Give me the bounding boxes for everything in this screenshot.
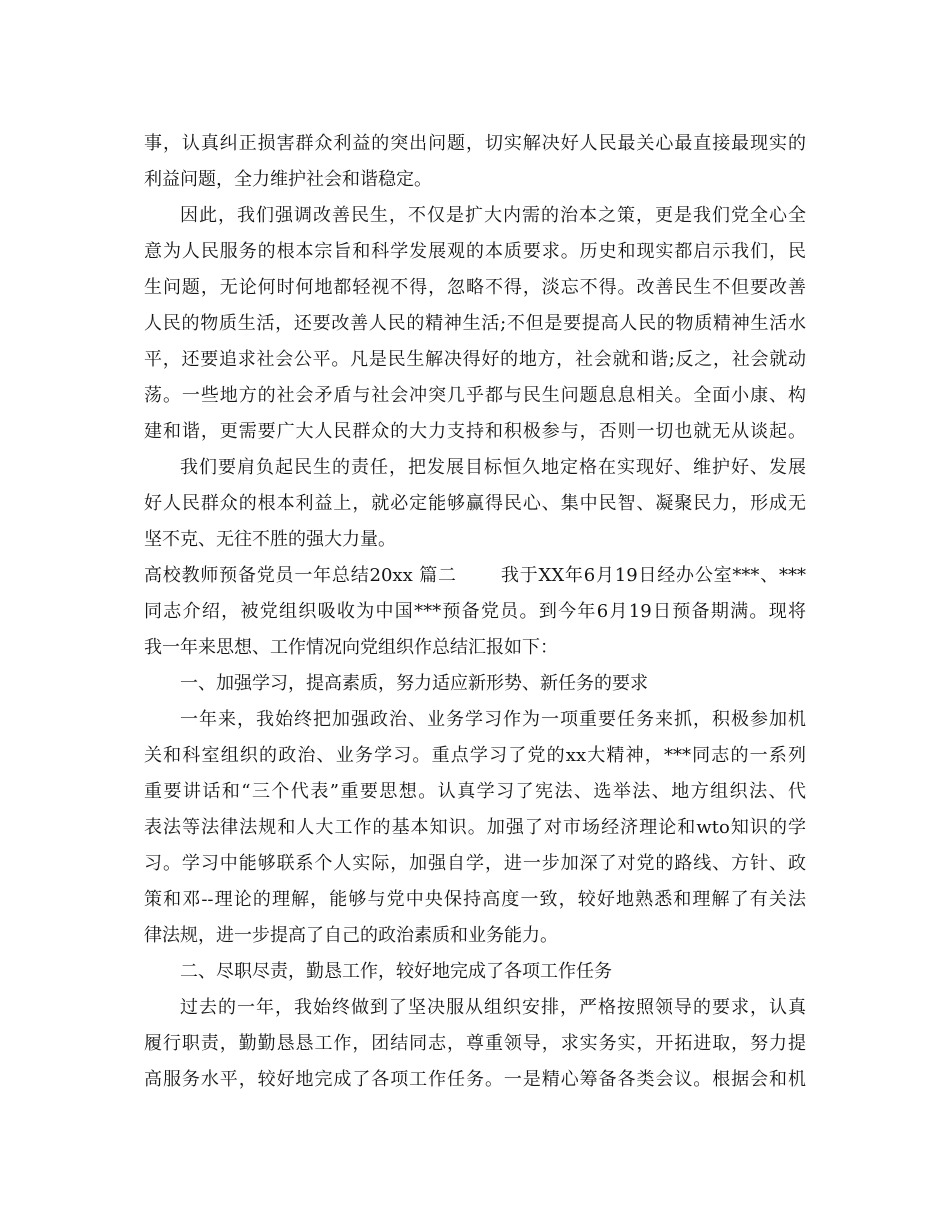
text-line: 平，还要追求社会公平。凡是民生解决得好的地方，社会就和谐;反之，社会就动	[144, 349, 806, 370]
text-line: 我一年来思想、工作情况向党组织作总结汇报如下：	[144, 637, 558, 658]
text-line: 同志介绍，被党组织吸收为中国***预备党员。到今年6月19日预备期满。现将	[144, 601, 806, 622]
text-line: 事，认真纠正损害群众利益的突出问题，切实解决好人民最关心最直接最现实的	[144, 133, 806, 154]
text-line: 荡。一些地方的社会矛盾与社会冲突几乎都与民生问题息息相关。全面小康、构	[144, 385, 806, 406]
text-line: 律法规，进一步提高了自己的政治素质和业务能力。	[144, 925, 558, 946]
section-title-line: 高校教师预备党员一年总结20xx 篇二 我于XX年6月19日经办公室***、***	[144, 565, 806, 586]
paragraph-start-line: 过去的一年，我始终做到了坚决服从组织安排，严格按照领导的要求，认真	[180, 997, 806, 1018]
text-line: 习。学习中能够联系个人实际，加强自学，进一步加深了对党的路线、方针、政	[144, 853, 806, 874]
text-line: 生问题，无论何时何地都轻视不得，忽略不得，淡忘不得。改善民生不但要改善	[144, 277, 806, 298]
paragraph-start-line: 一年来，我始终把加强政治、业务学习作为一项重要任务来抓，积极参加机	[180, 709, 806, 730]
text-line: 人民的物质生活，还要改善人民的精神生活;不但是要提高人民的物质精神生活水	[144, 313, 806, 334]
text-line: 利益问题，全力维护社会和谐稳定。	[144, 169, 432, 190]
text-line: 表法等法律法规和人大工作的基本知识。加强了对市场经济理论和wto知识的学	[144, 817, 806, 838]
paragraph-start-line: 因此，我们强调改善民生，不仅是扩大内需的治本之策，更是我们党全心全	[180, 205, 806, 226]
document-body	[144, 126, 806, 1098]
text-line: 高服务水平，较好地完成了各项工作任务。一是精心筹备各类会议。根据会和机	[144, 1069, 806, 1090]
text-line: 策和邓--理论的理解，能够与党中央保持高度一致，较好地熟悉和理解了有关法	[144, 889, 806, 910]
heading-line: 一、加强学习，提高素质，努力适应新形势、新任务的要求	[180, 673, 648, 694]
text-line: 好人民群众的根本利益上，就必定能够赢得民心、集中民智、凝聚民力，形成无	[144, 493, 806, 514]
heading-line: 二、尽职尽责，勤恳工作，较好地完成了各项工作任务	[180, 961, 612, 982]
text-line: 重要讲话和“三个代表”重要思想。认真学习了宪法、选举法、地方组织法、代	[144, 781, 806, 802]
text-line: 坚不克、无往不胜的强大力量。	[144, 529, 396, 550]
paragraph-start-line: 我们要肩负起民生的责任，把发展目标恒久地定格在实现好、维护好、发展	[180, 457, 806, 478]
text-line: 意为人民服务的根本宗旨和科学发展观的本质要求。历史和现实都启示我们，民	[144, 241, 806, 262]
text-line: 建和谐，更需要广大人民群众的大力支持和积极参与，否则一切也就无从谈起。	[144, 421, 806, 442]
text-line: 履行职责，勤勤恳恳工作，团结同志，尊重领导，求实务实，开拓进取，努力提	[144, 1033, 806, 1054]
text-line: 关和科室组织的政治、业务学习。重点学习了党的xx大精神，***同志的一系列	[144, 745, 806, 766]
